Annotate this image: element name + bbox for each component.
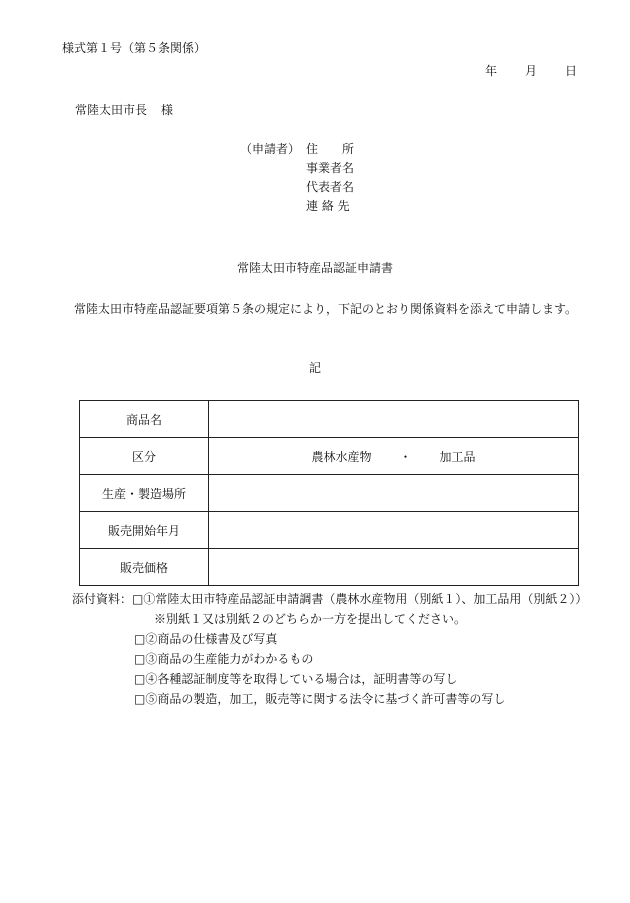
applicant-fields — [306, 141, 354, 217]
date-line — [485, 63, 577, 79]
attachment-item-4: □④各種認証制度等を取得している場合は，証明書等の写し — [134, 672, 458, 686]
table-row — [80, 401, 579, 438]
production-location-field[interactable] — [209, 475, 579, 512]
sales-price-label: 販売価格 — [80, 549, 209, 586]
product-info-table — [79, 400, 579, 586]
attachment-item-1: □①常陸太田市特産品認証申請調書（農林水産物用（別紙１）、加工品用（別紙２）） — [132, 592, 588, 606]
sales-start-field[interactable] — [209, 512, 579, 549]
addressee — [75, 102, 173, 118]
category-separator: ・ — [399, 449, 412, 464]
table-row — [80, 475, 579, 512]
applicant-label: （申請者） — [240, 142, 301, 156]
sales-start-label: 販売開始年月 — [80, 512, 209, 549]
category-option-agricultural[interactable]: 農林水産物 — [311, 449, 372, 464]
date-year-label: 年 — [485, 64, 498, 78]
product-name-field[interactable] — [209, 401, 579, 438]
attachment-item-2: □②商品の仕様書及び写真 — [134, 632, 278, 646]
form-number: 様式第１号（第５条関係） — [62, 41, 207, 55]
attachment-item-5: □⑤商品の製造，加工，販売等に関する法令に基づく許可書等の写し — [134, 692, 506, 706]
category-field — [209, 438, 579, 475]
table-row — [80, 512, 579, 549]
category-label: 区分 — [80, 438, 209, 475]
attachment-item — [72, 590, 587, 610]
document-title: 常陸太田市特産品認証申請書 — [236, 261, 393, 275]
attachments-label: 添付資料： — [72, 592, 133, 606]
table-row — [80, 549, 579, 586]
table-row — [80, 438, 579, 475]
applicant-business-name-label: 事業者名 — [306, 161, 355, 175]
addressee-honorific: 様 — [161, 103, 174, 117]
product-name-label: 商品名 — [80, 401, 209, 438]
applicant-contact-label: 連 絡 先 — [306, 199, 350, 213]
sales-price-field[interactable] — [209, 549, 579, 586]
attachments — [72, 590, 587, 710]
applicant-representative-label: 代表者名 — [306, 180, 355, 194]
addressee-name: 常陸太田市長 — [75, 103, 148, 117]
date-month-label: 月 — [525, 64, 538, 78]
attachment-note: ※別紙１又は別紙２のどちらか一方を提出してください。 — [154, 612, 467, 626]
attachment-item-3: □③商品の生産能力がわかるもの — [134, 652, 314, 666]
applicant-address-label: 住 所 — [306, 142, 355, 156]
category-option-processed[interactable]: 加工品 — [439, 449, 476, 464]
body-text: 常陸太田市特産品認証要項第５条の規定により，下記のとおり関係資料を添えて申請します。 — [74, 302, 578, 316]
production-location-label: 生産・製造場所 — [80, 475, 209, 512]
kigo-heading: 記 — [308, 361, 321, 375]
date-day-label: 日 — [565, 64, 578, 78]
